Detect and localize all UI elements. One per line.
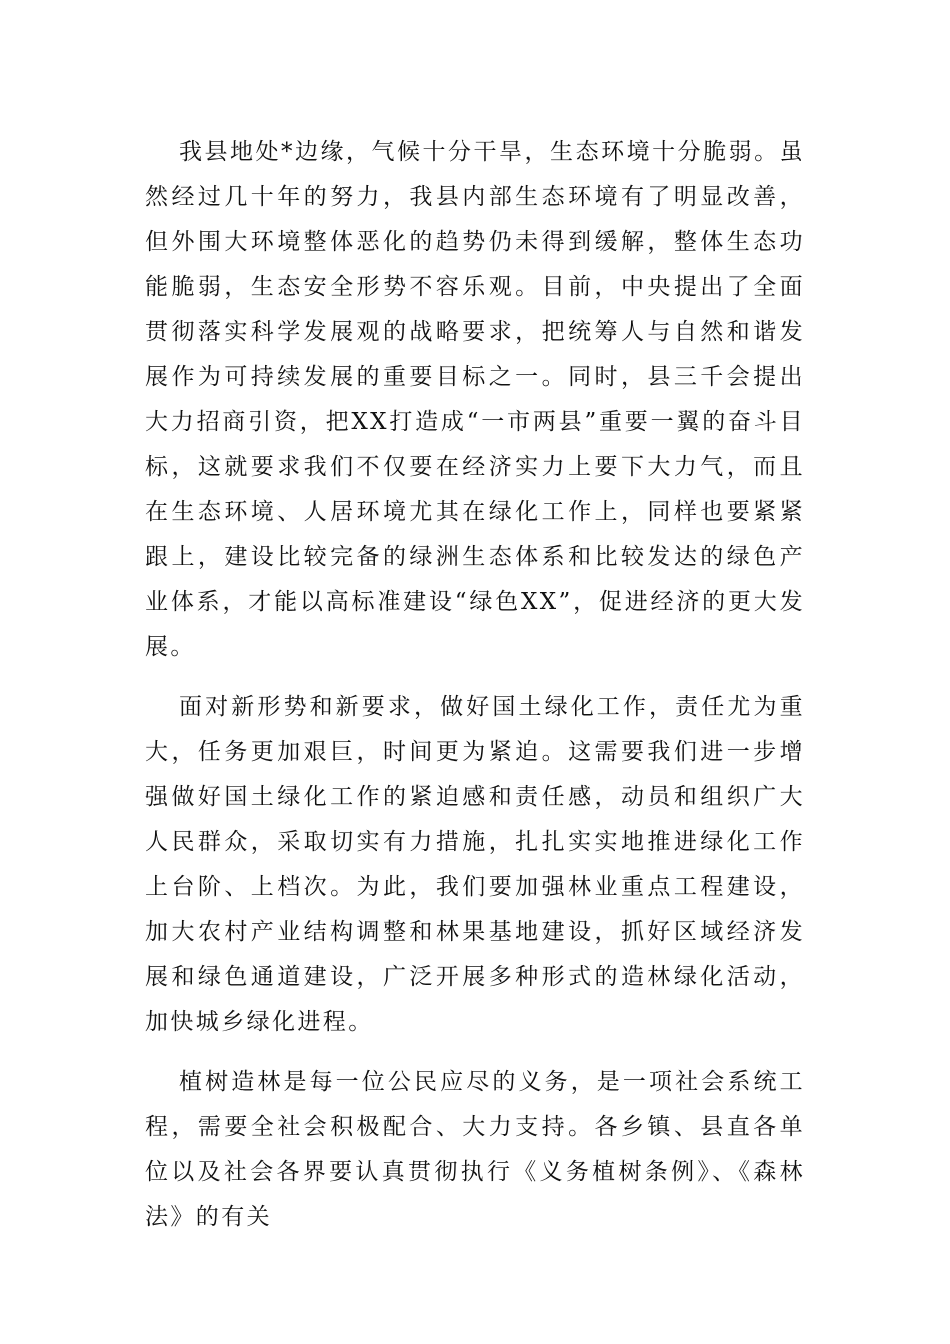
paragraph-3: 植树造林是每一位公民应尽的义务，是一项社会系统工程，需要全社会积极配合、大力支持。各乡镇、县直各单位以及社会各界要认真贯彻执行《义务植树条例》、《森林法》的有关: [145, 1069, 805, 1230]
paragraph-1: 我县地处*边缘，气候十分干旱，生态环境十分脆弱。虽然经过几十年的努力，我县内部生态环境有了明显改善，但外围大环境整体恶化的趋势仍未得到缓解，整体生态功能脆弱，生态安全形势不容乐观。目前，中央提出了全面贯彻落实科学发展观的战略要求，把统筹人与自然和谐发展作为可持续发展的重要目标之一。同时，县三千会提出大力招商引资，把XX打造成“一市两县”重要一翼的奋斗目标，这就要求我们不仅要在经济实力上要下大力气，而且在生态环境、人居环境尤其在绿化工作上，同样也要紧紧跟上，建设比较完备的绿洲生态体系和比较发达的绿色产业体系，才能以高标准建设“绿色XX”，促进经济的更大发展。: [145, 139, 805, 660]
paragraph-2: 面对新形势和新要求，做好国土绿化工作，责任尤为重大，任务更加艰巨，时间更为紧迫。这需要我们进一步增强做好国土绿化工作的紧迫感和责任感，动员和组织广大人民群众，采取切实有力措施，扎扎实实地推进绿化工作上台阶、上档次。为此，我们要加强林业重点工程建设，加大农村产业结构调整和林果基地建设，抓好区域经济发展和绿色通道建设，广泛开展多种形式的造林绿化活动，加快城乡绿化进程。: [145, 694, 805, 1035]
document-body: [145, 130, 805, 1255]
